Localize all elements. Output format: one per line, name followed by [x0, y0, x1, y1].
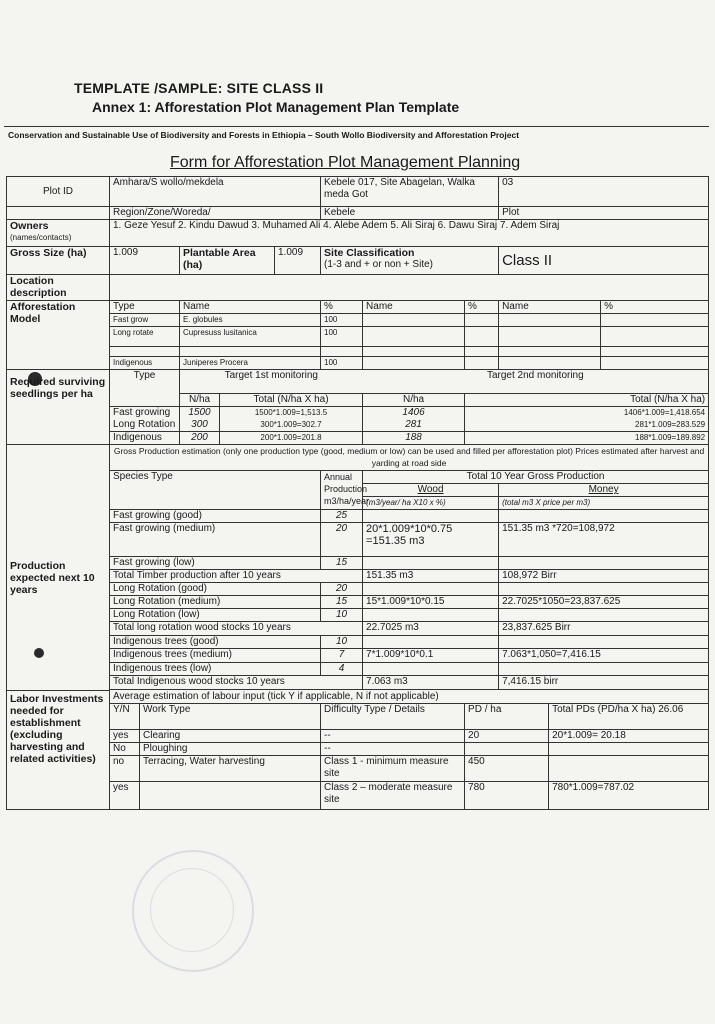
production-type: Fast growing (good)	[110, 510, 321, 523]
seedling-type: Fast growing	[113, 407, 171, 418]
yn-header: Y/N	[110, 703, 140, 729]
seedling-n1: 300	[191, 419, 208, 430]
nha-header-2: N/ha	[363, 394, 465, 407]
production-total: Total long rotation wood stocks 10 years	[110, 622, 363, 636]
work-type-header: Work Type	[140, 703, 321, 729]
labor-pd: 450	[465, 755, 549, 781]
production-wood: 7.063 m3	[363, 676, 499, 690]
model-pct-header-3: %	[601, 301, 709, 314]
production-annual: 25	[321, 510, 363, 523]
production-wood	[363, 557, 499, 570]
model-row-pct: 100	[321, 327, 363, 347]
production-money: 151.35 m3 *720=108,972	[499, 523, 709, 557]
model-name-header: Name	[180, 301, 321, 314]
nha-header: N/ha	[180, 394, 220, 407]
owners-label: Owners	[10, 220, 49, 232]
site-class-label: Site Classification	[324, 247, 415, 259]
production-total: Total Indigenous wood stocks 10 years	[110, 676, 363, 690]
seedling-total1: 1500*1.009=1,513.5	[254, 408, 328, 417]
production-wood: 20*1.009*10*0.75 =151.35 m3	[363, 523, 499, 557]
production-annual: 7	[321, 649, 363, 663]
production-annual: 10	[321, 636, 363, 649]
total-pd-header: Total PDs (PD/ha X ha) 26.06	[549, 703, 709, 729]
form-title: Form for Afforestation Plot Management Planning	[170, 154, 521, 171]
owners-sublabel: (names/contacts)	[10, 233, 72, 242]
production-total: Total Timber production after 10 years	[110, 570, 363, 583]
seedlings-type-header: Type	[110, 370, 180, 407]
production-label: Production expected next 10 years	[7, 445, 110, 691]
labor-difficulty: Class 1 - minimum measure site	[321, 755, 465, 781]
production-wood: 151.35 m3	[363, 570, 499, 583]
labor-label: Labor Investments needed for establishment (excluding harvesting and related activities)	[7, 691, 110, 810]
total-10yr-header: Total 10 Year Gross Production	[363, 471, 709, 484]
model-row-name: E. globules	[180, 314, 321, 327]
production-money: 22.7025*1050=23,837.625	[499, 596, 709, 609]
production-wood: 22.7025 m3	[363, 622, 499, 636]
production-annual: 4	[321, 663, 363, 676]
production-type: Long Rotation (medium)	[110, 596, 321, 609]
plan-form-table	[6, 176, 709, 810]
money-subheader: (total m3 X price per m3)	[499, 497, 709, 510]
model-row-type: Fast grow	[110, 314, 180, 327]
production-wood	[363, 636, 499, 649]
pd-header: PD / ha	[465, 703, 549, 729]
seedling-n2: 188	[363, 432, 465, 445]
labor-total	[549, 755, 709, 781]
labor-note: Average estimation of labour input (tick Y if applicable, N if not applicable)	[110, 691, 709, 704]
difficulty-header: Difficulty Type / Details	[321, 703, 465, 729]
model-row-type: Indigenous	[110, 357, 180, 370]
divider	[4, 126, 709, 127]
labor-difficulty: --	[321, 742, 465, 755]
labor-total: 780*1.009=787.02	[549, 781, 709, 809]
model-row-pct: 100	[321, 357, 363, 370]
labor-work: Ploughing	[140, 742, 321, 755]
labor-yn: yes	[110, 729, 140, 742]
production-money	[499, 663, 709, 676]
model-pct-header-2: %	[465, 301, 499, 314]
labor-work: Terracing, Water harvesting	[140, 755, 321, 781]
plot-number: 03	[499, 177, 709, 207]
production-money: 108,972 Birr	[499, 570, 709, 583]
production-wood: 15*1.009*10*0.15	[363, 596, 499, 609]
model-pct-header: %	[321, 301, 363, 314]
region-label: Region/Zone/Woreda/	[110, 207, 321, 220]
production-type: Indigenous trees (low)	[110, 663, 321, 676]
total1-header: Total (N/ha X ha)	[220, 394, 363, 407]
labor-total	[549, 742, 709, 755]
labor-total: 20*1.009= 20.18	[549, 729, 709, 742]
species-type-header: Species Type	[110, 471, 321, 510]
production-annual: 15	[321, 557, 363, 570]
production-type: Fast growing (medium)	[110, 523, 321, 557]
wood-subheader: (m3/year/ ha X10 x %)	[363, 497, 499, 510]
production-money	[499, 583, 709, 596]
labor-yn: no	[110, 755, 140, 781]
gross-size-label: Gross Size (ha)	[7, 247, 110, 275]
plot-label: Plot	[499, 207, 709, 220]
production-annual: 20	[321, 583, 363, 596]
model-name-header-2: Name	[363, 301, 465, 314]
production-money	[499, 609, 709, 622]
production-type: Indigenous trees (good)	[110, 636, 321, 649]
wood-header: Wood	[363, 484, 499, 497]
gross-size-value: 1.009	[110, 247, 180, 275]
production-annual: 15	[321, 596, 363, 609]
seedling-type: Indigenous	[110, 432, 180, 445]
plot-id-label: Plot ID	[7, 177, 110, 207]
money-header: Money	[499, 484, 709, 497]
model-row-pct: 100	[321, 314, 363, 327]
labor-yn: yes	[110, 781, 140, 809]
annual-production-header: Annual Production m3/ha/year	[321, 471, 363, 510]
plot-kebele: Kebele 017, Site Abagelan, Walka meda Got	[321, 177, 499, 207]
production-wood	[363, 510, 499, 523]
afforestation-model-label: Afforestation Model	[7, 301, 110, 370]
seedling-n2: 281	[405, 419, 422, 430]
labor-yn: No	[110, 742, 140, 755]
seedling-n2: 1406	[402, 407, 425, 418]
kebele-label: Kebele	[321, 207, 499, 220]
production-wood	[363, 663, 499, 676]
model-row-type: Long rotate	[110, 327, 180, 347]
target2-header: Target 2nd monitoring	[363, 370, 709, 394]
production-wood: 7*1.009*10*0.1	[363, 649, 499, 663]
site-class-value: Class II	[499, 247, 709, 275]
production-type: Indigenous trees (medium)	[110, 649, 321, 663]
location-description-value	[110, 275, 709, 301]
production-money: 7,416.15 birr	[499, 676, 709, 690]
production-money: 23,837.625 Birr	[499, 622, 709, 636]
labor-work: Clearing	[140, 729, 321, 742]
seedling-total2: 188*1.009=189.892	[465, 432, 709, 445]
production-money	[499, 557, 709, 570]
seedling-n1: 200	[180, 432, 220, 445]
model-name-header-3: Name	[499, 301, 601, 314]
template-heading: TEMPLATE /SAMPLE: SITE CLASS II	[74, 80, 324, 96]
labor-pd	[465, 742, 549, 755]
seedling-total1: 200*1.009=201.8	[220, 432, 363, 445]
stamp-seal-inner	[150, 868, 234, 952]
target1-header: Target 1st monitoring	[224, 370, 318, 381]
seedling-total2: 1406*1.009=1,418.654	[623, 408, 706, 417]
seedlings-label: Required surviving seedlings per ha	[7, 370, 110, 445]
location-description-label: Location description	[7, 275, 110, 301]
seedling-total2: 281*1.009=283.529	[635, 420, 706, 429]
production-type: Long Rotation (good)	[110, 583, 321, 596]
production-note: Gross Production estimation (only one production type (good, medium or low) can be used and filled per afforestation plot) Prices estimated after harvest and yarding at road side	[110, 445, 709, 471]
plantable-area-label: Plantable Area (ha)	[180, 247, 275, 275]
production-wood	[363, 609, 499, 622]
model-type-header: Type	[110, 301, 180, 314]
plantable-area-value: 1.009	[275, 247, 321, 275]
production-annual: 20	[321, 523, 363, 557]
seedling-type: Long Rotation	[113, 419, 176, 430]
owner-names: 1. Geze Yesuf 2. Kindu Dawud 3. Muhamed Ali 4. Alebe Adem 5. Ali Siraj 6. Dawu Siraj 7. Adem Siraj	[110, 220, 709, 247]
labor-pd: 20	[465, 729, 549, 742]
model-row-name: Cupresuss lusitanica	[180, 327, 321, 347]
production-type: Fast growing (low)	[110, 557, 321, 570]
seedling-n1: 1500	[188, 407, 211, 418]
seedling-total1: 300*1.009=302.7	[260, 420, 322, 429]
project-title: Conservation and Sustainable Use of Biodiversity and Forests in Ethiopia – South Wollo Biodiversity and Afforestation Project	[8, 130, 520, 140]
plot-location: Amhara/S wollo/mekdela	[110, 177, 321, 207]
annex-heading: Annex 1: Afforestation Plot Management Plan Template	[92, 99, 460, 115]
production-money	[499, 636, 709, 649]
production-wood	[363, 583, 499, 596]
site-class-note: (1-3 and + or non + Site)	[324, 259, 433, 270]
production-annual: 10	[321, 609, 363, 622]
production-money	[499, 510, 709, 523]
labor-difficulty: Class 2 – moderate measure site	[321, 781, 465, 809]
model-row-name: Juniperes Procera	[180, 357, 321, 370]
production-money: 7.063*1,050=7,416.15	[499, 649, 709, 663]
labor-pd: 780	[465, 781, 549, 809]
labor-difficulty: --	[321, 729, 465, 742]
total2-header: Total (N/ha X ha)	[465, 394, 709, 407]
labor-work	[140, 781, 321, 809]
production-type: Long Rotation (low)	[110, 609, 321, 622]
